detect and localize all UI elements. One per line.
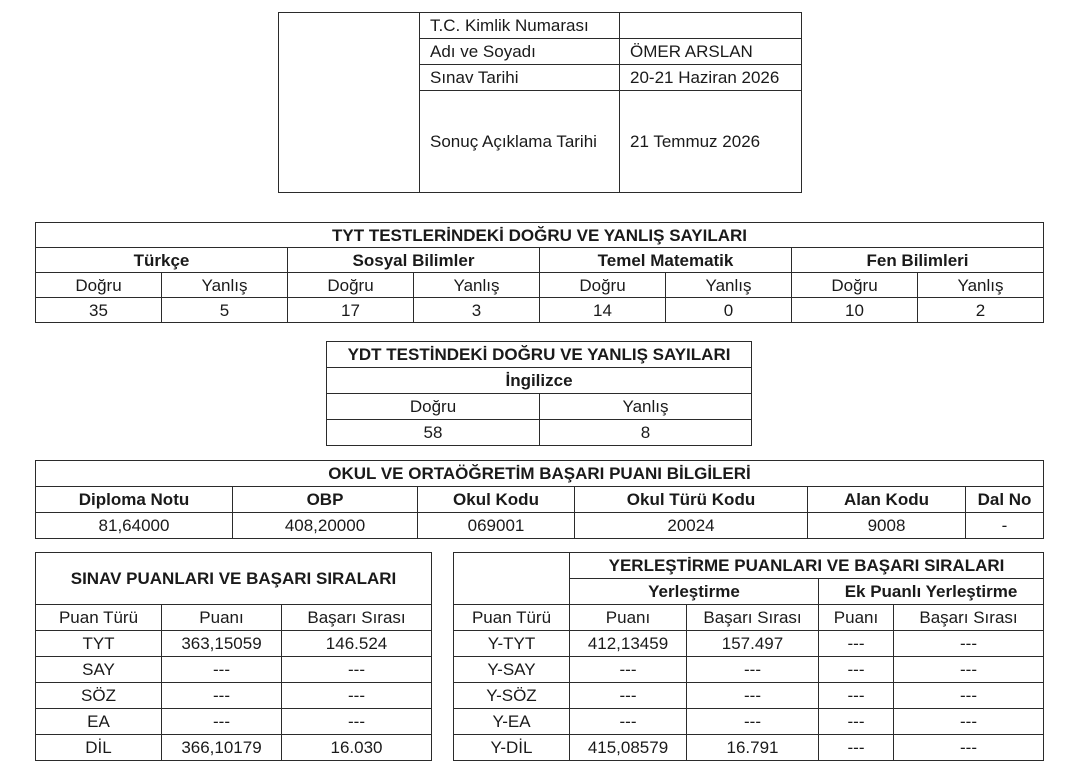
score-value: 412,13459 [570,631,687,657]
yer-header: Başarı Sırası [687,605,819,631]
correct-count: 10 [792,298,918,323]
okul-value: 069001 [418,513,575,539]
yer-header: Puan Türü [454,605,570,631]
table-row [454,631,1044,657]
wrong-count: 8 [540,420,752,446]
tyt-subject: Temel Matematik [540,248,792,273]
score-value: 366,10179 [162,735,282,761]
okul-value: 81,64000 [36,513,233,539]
wrong-header: Yanlış [414,273,540,298]
score-type: Y-DİL [454,735,570,761]
okul-value: - [966,513,1044,539]
extra-score-rank: --- [894,631,1044,657]
info-value-tc [620,13,802,39]
correct-header: Doğru [288,273,414,298]
table-row [454,709,1044,735]
score-type: EA [36,709,162,735]
info-label: Adı ve Soyadı [420,39,620,65]
score-rank: --- [282,657,432,683]
school-info-table [35,460,1044,539]
yer-header: Başarı Sırası [894,605,1044,631]
correct-header: Doğru [327,394,540,420]
yer-group-1: Yerleştirme [570,579,819,605]
tyt-title: TYT TESTLERİNDEKİ DOĞRU VE YANLIŞ SAYILARI [36,223,1044,248]
score-type: Y-SÖZ [454,683,570,709]
wrong-header: Yanlış [162,273,288,298]
wrong-count: 3 [414,298,540,323]
okul-header: Okul Türü Kodu [575,487,808,513]
info-value-result-date: 21 Temmuz 2026 [620,91,802,193]
table-row [36,631,432,657]
score-rank: --- [282,683,432,709]
sinav-header: Puan Türü [36,605,162,631]
score-type: TYT [36,631,162,657]
photo-area [279,13,420,193]
score-type: SAY [36,657,162,683]
ydt-title: YDT TESTİNDEKİ DOĞRU VE YANLIŞ SAYILARI [327,342,752,368]
score-type: Y-EA [454,709,570,735]
extra-score-value: --- [819,631,894,657]
score-value: --- [162,657,282,683]
ydt-results-table [326,341,752,446]
okul-value: 9008 [808,513,966,539]
score-value: --- [570,657,687,683]
table-row [36,735,432,761]
tyt-subject: Fen Bilimleri [792,248,1044,273]
sinav-header: Puanı [162,605,282,631]
wrong-header: Yanlış [540,394,752,420]
score-value: --- [570,709,687,735]
placement-scores-table [453,552,1044,761]
blank-corner [454,553,570,605]
info-label: T.C. Kimlik Numarası [420,13,620,39]
tyt-subject: Sosyal Bilimler [288,248,540,273]
okul-value: 20024 [575,513,808,539]
sinav-title: SINAV PUANLARI VE BAŞARI SIRALARI [36,553,432,605]
extra-score-rank: --- [894,709,1044,735]
wrong-count: 2 [918,298,1044,323]
okul-title: OKUL VE ORTAÖĞRETİM BAŞARI PUANI BİLGİLERİ [36,461,1044,487]
table-row [454,683,1044,709]
exam-scores-table [35,552,432,761]
table-row [36,683,432,709]
okul-header: Diploma Notu [36,487,233,513]
okul-header: OBP [233,487,418,513]
yer-header: Puanı [819,605,894,631]
extra-score-value: --- [819,735,894,761]
okul-header: Okul Kodu [418,487,575,513]
score-rank: 146.524 [282,631,432,657]
correct-header: Doğru [540,273,666,298]
score-type: Y-SAY [454,657,570,683]
correct-count: 14 [540,298,666,323]
ydt-subject: İngilizce [327,368,752,394]
okul-header: Alan Kodu [808,487,966,513]
correct-count: 58 [327,420,540,446]
score-value: --- [162,709,282,735]
yer-header: Puanı [570,605,687,631]
table-row [454,735,1044,761]
correct-count: 17 [288,298,414,323]
extra-score-value: --- [819,709,894,735]
wrong-header: Yanlış [666,273,792,298]
wrong-header: Yanlış [918,273,1044,298]
score-rank: --- [282,709,432,735]
info-value-name: ÖMER ARSLAN [620,39,802,65]
score-rank: 16.030 [282,735,432,761]
score-value: --- [570,683,687,709]
score-value: 415,08579 [570,735,687,761]
score-rank: 16.791 [687,735,819,761]
info-label: Sonuç Açıklama Tarihi [420,91,620,193]
info-label: Sınav Tarihi [420,65,620,91]
score-rank: 157.497 [687,631,819,657]
score-type: Y-TYT [454,631,570,657]
correct-header: Doğru [36,273,162,298]
correct-count: 35 [36,298,162,323]
extra-score-value: --- [819,657,894,683]
score-rank: --- [687,683,819,709]
candidate-info-table [278,12,802,193]
okul-value: 408,20000 [233,513,418,539]
sinav-header: Başarı Sırası [282,605,432,631]
wrong-count: 0 [666,298,792,323]
score-rank: --- [687,657,819,683]
score-rank: --- [687,709,819,735]
yer-title: YERLEŞTİRME PUANLARI VE BAŞARI SIRALARI [570,553,1044,579]
table-row [36,709,432,735]
extra-score-rank: --- [894,657,1044,683]
tyt-subject: Türkçe [36,248,288,273]
tyt-results-table [35,222,1044,323]
score-value: --- [162,683,282,709]
wrong-count: 5 [162,298,288,323]
score-type: DİL [36,735,162,761]
yer-group-2: Ek Puanlı Yerleştirme [819,579,1044,605]
score-value: 363,15059 [162,631,282,657]
correct-header: Doğru [792,273,918,298]
extra-score-value: --- [819,683,894,709]
extra-score-rank: --- [894,735,1044,761]
score-type: SÖZ [36,683,162,709]
table-row [36,657,432,683]
info-value-exam-date: 20-21 Haziran 2026 [620,65,802,91]
extra-score-rank: --- [894,683,1044,709]
okul-header: Dal No [966,487,1044,513]
table-row [454,657,1044,683]
